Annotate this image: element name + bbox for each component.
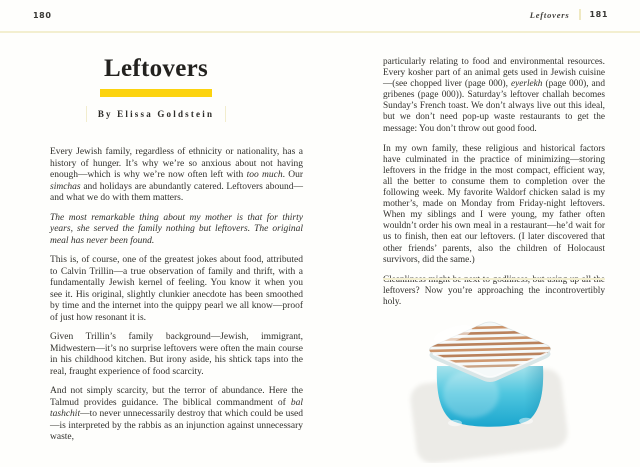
fridge-dish-image bbox=[393, 298, 593, 463]
right-running-head bbox=[530, 9, 608, 20]
chapter-title: Leftovers bbox=[103, 55, 209, 82]
paragraph: Every Jewish family, regardless of ethnicity or nationality, has a history of hunger. It’s why we’re so anxious about not having enough—which is why we’re now often left with too much. Our simchas and holidays are abundantly catered. Leftovers abound—and what we do with them matters. bbox=[50, 147, 304, 203]
title-accent-bar bbox=[100, 89, 212, 97]
paragraph: And not simply scarcity, but the terror of abundance. Here the Talmud provides guidance. The biblical commandment of bal tashchit—to never unnecessarily destroy that which could be used—is interpreted by the rabbis as an injunction against unnecessary waste, bbox=[50, 386, 303, 442]
running-head bbox=[0, 0, 640, 31]
header-rule bbox=[0, 31, 640, 33]
running-header-title: Leftovers bbox=[529, 9, 570, 20]
section-divider bbox=[383, 278, 605, 280]
right-page bbox=[383, 40, 605, 460]
paragraph: Given Trillin’s family background—Jewish, immigrant, Midwestern—it’s no surprise leftovers were often the main course in his childhood kitchen. But irony aside, his shtick taps into the real, fraught experience of food scarcity. bbox=[50, 332, 303, 377]
paragraph: In my own family, these religious and historical factors have culminated in the practice of minimizing—storing leftovers in the fridge in the most compact, efficient way, all the better to consume them to completion over the following week. My favorite Waldorf chicken salad is my mother’s, made on Monday from Friday-night leftovers. When my siblings and I were young, my father often wouldn’t order his own meal in a restaurant—he’d wait for us to finish, then eat our leftovers. (I later discovered that other friends’ parents, also the children of Holocaust survivors, did the same.) bbox=[383, 143, 605, 265]
left-page-text bbox=[50, 147, 303, 452]
paragraph: This is, of course, one of the greatest jokes about food, attributed to Calvin Trillin—a true observation of family and thrift, with a fundamentally Jewish kernel of feeling. You know it when you see it. His original, slightly clunkier anecdote has been smoothed by time and the internet into the quippy pearl we all know—proof of just how resonant it is. bbox=[50, 255, 303, 323]
left-page bbox=[50, 40, 303, 460]
header-separator bbox=[579, 9, 581, 20]
paragraph: The most remarkable thing about my mother is that for thirty years, she served the family nothing but leftovers. The original meal has never been found. bbox=[50, 212, 303, 246]
paragraph: particularly relating to food and environmental resources. Every kosher part of an animal gets used in Jewish cuisine—(see chopped liver (page 000), eyerlekh (page 000), and gribenes (page 000)). Saturday’s leftover challah becomes Sunday’s French toast. We don’t always live out this ideal, but we don’t need pop-up waste restaurants to get the message: You don’t throw out good food. bbox=[383, 57, 605, 134]
right-page-number: 181 bbox=[589, 10, 608, 19]
left-page-number: 180 bbox=[33, 11, 52, 20]
fridge-dish-illustration bbox=[393, 298, 593, 463]
paragraph: leftovers? Now you’re approaching the incontrovertibly holy. bbox=[383, 285, 605, 307]
title-block bbox=[50, 54, 262, 122]
byline: By Elissa Goldstein bbox=[86, 106, 226, 122]
dish-foot bbox=[448, 420, 462, 426]
dish-foot bbox=[519, 418, 533, 424]
